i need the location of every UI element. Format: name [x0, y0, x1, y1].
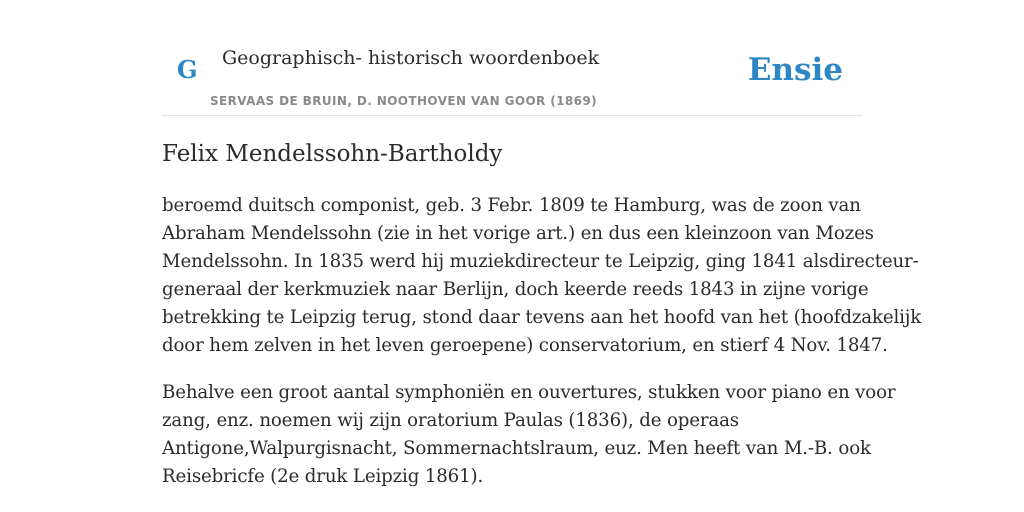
text-line: betrekking te Leipzig terug, stond daar tevens aan het hoofd van het (hoofdzakelijk [162, 307, 922, 328]
text-line: Reisebricfe (2e druk Leipzig 1861). [162, 466, 484, 487]
book-title[interactable]: Geographisch- historisch woordenboek [222, 47, 600, 69]
book-header [162, 0, 862, 116]
text-line: zang, enz. noemen wij zijn oratorium Paulas (1836), de operaas [162, 410, 739, 431]
text-line: Mendelssohn. In 1835 werd hij muziekdirecteur te Leipzig, ging 1841 alsdirecteur- [162, 251, 919, 272]
entry-paragraph [162, 192, 922, 360]
entry-title: Felix Mendelssohn-Bartholdy [162, 141, 503, 167]
text-line: generaal der kerkmuziek naar Berlijn, doch keerde reeds 1843 in zijne vorige [162, 279, 869, 300]
book-author: SERVAAS DE BRUIN, D. NOOTHOVEN VAN GOOR (1869) [210, 94, 598, 108]
text-line: beroemd duitsch componist, geb. 3 Febr. 1809 te Hamburg, was de zoon van [162, 195, 861, 216]
entry-content [162, 192, 922, 510]
text-line: Abraham Mendelssohn (zie in het vorige art.) en dus een kleinzoon van Mozes [162, 223, 874, 244]
entry-paragraph [162, 379, 896, 491]
book-letter-icon[interactable]: G [177, 55, 198, 84]
ensie-logo[interactable]: Ensie [747, 52, 843, 88]
text-line: Behalve een groot aantal symphoniën en ouvertures, stukken voor piano en voor [162, 382, 896, 403]
text-line: door hem zelven in het leven geroepene) conservatorium, en stierf 4 Nov. 1847. [162, 335, 888, 356]
text-line: Antigone,Walpurgisnacht, Sommernachtslraum, euz. Men heeft van M.-B. ook [162, 438, 871, 459]
